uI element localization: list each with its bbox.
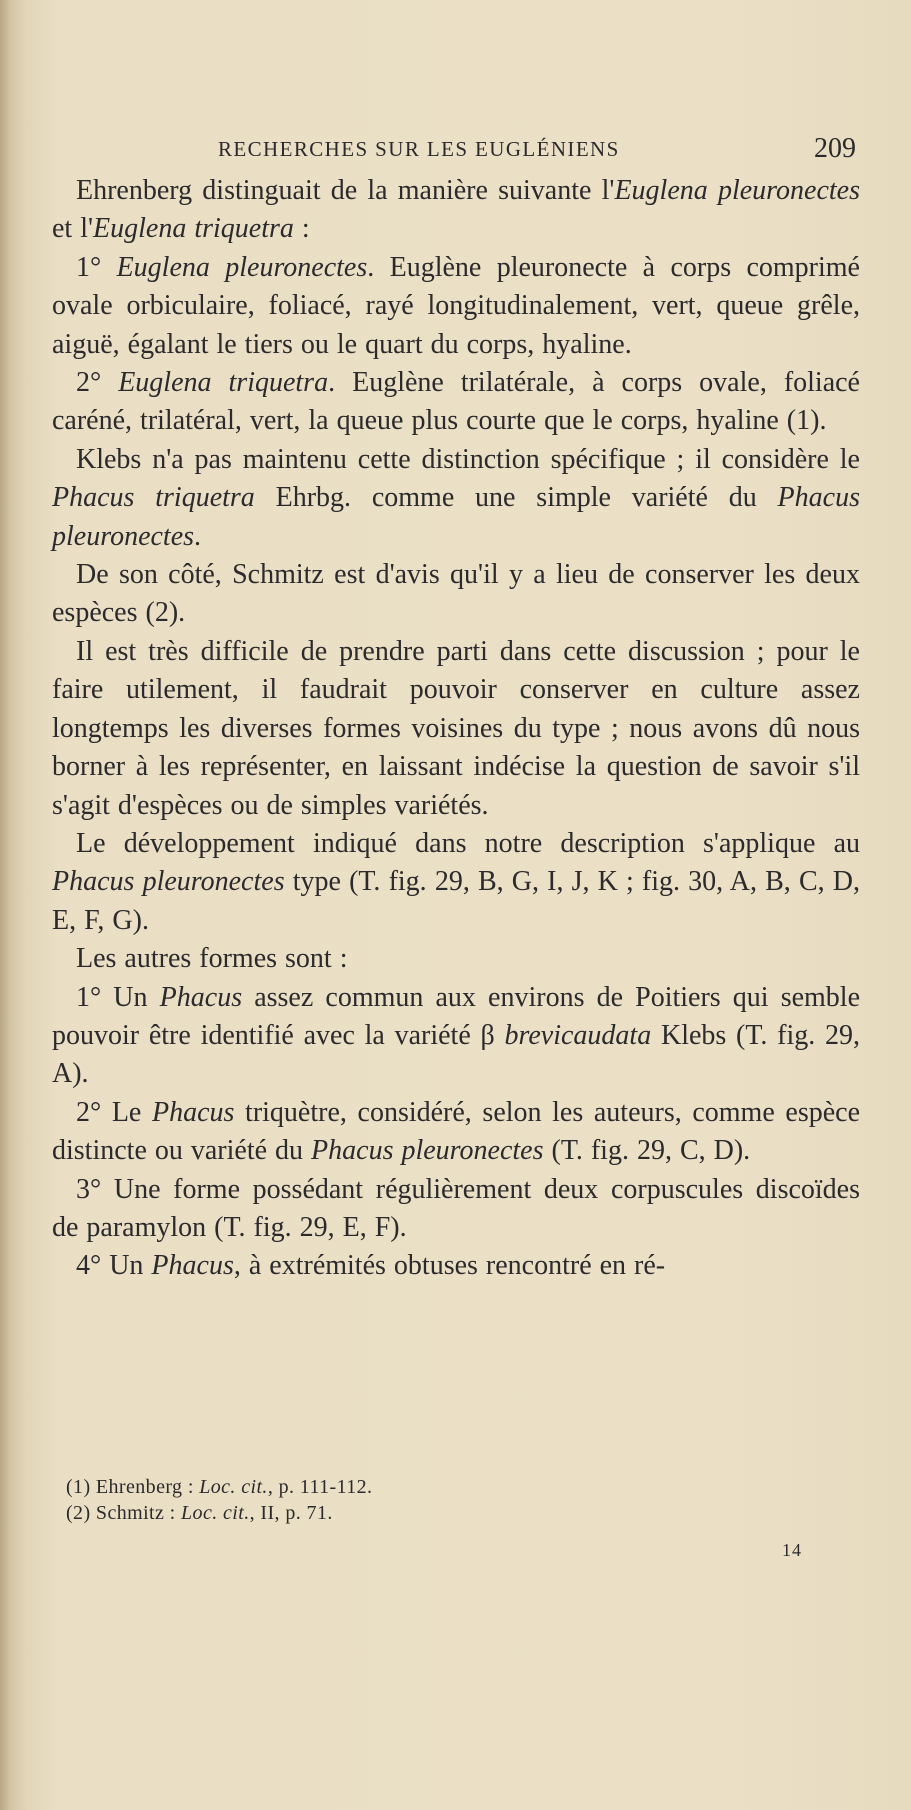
italic-term: Euglena pleuronectes — [614, 175, 860, 206]
text-run: triquètre, considéré, selon les auteurs, comme espèce distincte ou variété du — [52, 1096, 860, 1167]
text-run: 3° Une forme possédant régulièrement deux corpuscules discoïdes de paramylon (T. fig. 29, E, F). — [52, 1173, 860, 1243]
footnote — [66, 1474, 786, 1500]
italic-term: Euglena pleuronectes — [116, 251, 368, 283]
paragraph — [52, 1094, 860, 1171]
text-run: Ehrenberg distinguait de la manière suivante l' — [76, 175, 615, 206]
text-run: Le développement indiqué dans notre description s'applique au — [76, 827, 860, 859]
text-run: (1) Ehrenberg : — [66, 1476, 200, 1498]
text-run: 1° — [76, 251, 117, 283]
italic-term: Loc. cit. — [199, 1476, 268, 1498]
text-run: , II, p. 71. — [249, 1502, 333, 1524]
signature-mark: 14 — [782, 1540, 802, 1560]
paragraph — [52, 979, 860, 1094]
paragraph — [52, 172, 860, 249]
italic-term: Phacus pleuronectes — [311, 1135, 544, 1167]
text-run: (T. fig. 29, C, D). — [543, 1135, 751, 1167]
text-run: Ehrbg. comme une simple variété du — [254, 482, 778, 514]
italic-term: Phacus — [151, 1250, 234, 1282]
text-run: . Euglène pleuronecte à corps comprimé ovale orbiculaire, foliacé, rayé longitudinalement, vert, queue grêle, aiguë, égalant le tiers ou le quart du corps, hyaline. — [52, 251, 860, 360]
paragraph — [52, 556, 860, 633]
footnote — [66, 1500, 786, 1526]
paragraph — [52, 940, 860, 978]
paragraph — [52, 1171, 860, 1248]
page-header — [218, 133, 856, 169]
body-text — [52, 172, 860, 1286]
text-run: 2° — [76, 367, 119, 399]
text-run: 1° Un — [76, 981, 160, 1013]
text-run: 4° Un — [76, 1250, 152, 1282]
running-title: RECHERCHES SUR LES EUGLÉNIENS — [218, 137, 620, 161]
italic-term: Euglena triquetra — [118, 367, 329, 399]
italic-term: Phacus pleuronectes — [52, 482, 860, 552]
paragraph — [52, 249, 860, 364]
text-run: De son côté, Schmitz est d'avis qu'il y a lieu de conserver les deux espèces (2). — [52, 559, 860, 629]
text-run: . — [194, 520, 202, 552]
page-number: 209 — [814, 133, 856, 164]
footnotes — [66, 1474, 786, 1526]
paragraph — [52, 364, 860, 441]
text-run: 2° Le — [76, 1096, 152, 1128]
text-run: , p. 111-112. — [267, 1476, 373, 1498]
paragraph — [52, 1247, 860, 1285]
italic-term: brevicaudata — [504, 1019, 652, 1051]
text-run: Klebs n'a pas maintenu cette distinction spécifique ; il considère le — [76, 443, 860, 475]
italic-term: Euglena triquetra — [93, 213, 294, 245]
italic-term: Loc. cit. — [181, 1502, 250, 1524]
text-run: type (T. fig. 29, B, G, I, J, K ; fig. 30, A, B, C, D, E, F, G). — [52, 866, 860, 936]
text-run: : — [293, 213, 310, 245]
text-run: Klebs (T. fig. 29, A). — [52, 1019, 860, 1090]
text-run: assez commun aux environs de Poitiers qui semble pouvoir être identifié avec la variété β — [52, 981, 861, 1051]
paragraph — [52, 633, 860, 825]
text-run: et l' — [52, 213, 94, 245]
paragraph — [52, 441, 860, 556]
italic-term: Phacus triquetra — [52, 482, 255, 514]
paragraph — [52, 825, 860, 940]
text-run: Il est très difficile de prendre parti dans cette discussion ; pour le faire utilement, il faudrait pouvoir conserver en culture assez longtemps les diverses formes voisines du type ; nous avons dû nous borner à les représenter, en laissant indécise la question de savoir s'il s'agit d'espèces ou de simples variétés. — [52, 635, 860, 821]
italic-term: Phacus — [151, 1096, 235, 1128]
italic-term: Phacus pleuronectes — [52, 866, 285, 898]
text-run: (2) Schmitz : — [66, 1502, 182, 1524]
text-run: , à extrémités obtuses rencontré en ré- — [233, 1250, 666, 1282]
text-run: . Euglène trilatérale, à corps ovale, foliacé caréné, trilatéral, vert, la queue plus courte que le corps, hyaline (1). — [52, 367, 860, 437]
text-run: Les autres formes sont : — [76, 943, 348, 975]
italic-term: Phacus — [159, 981, 243, 1013]
